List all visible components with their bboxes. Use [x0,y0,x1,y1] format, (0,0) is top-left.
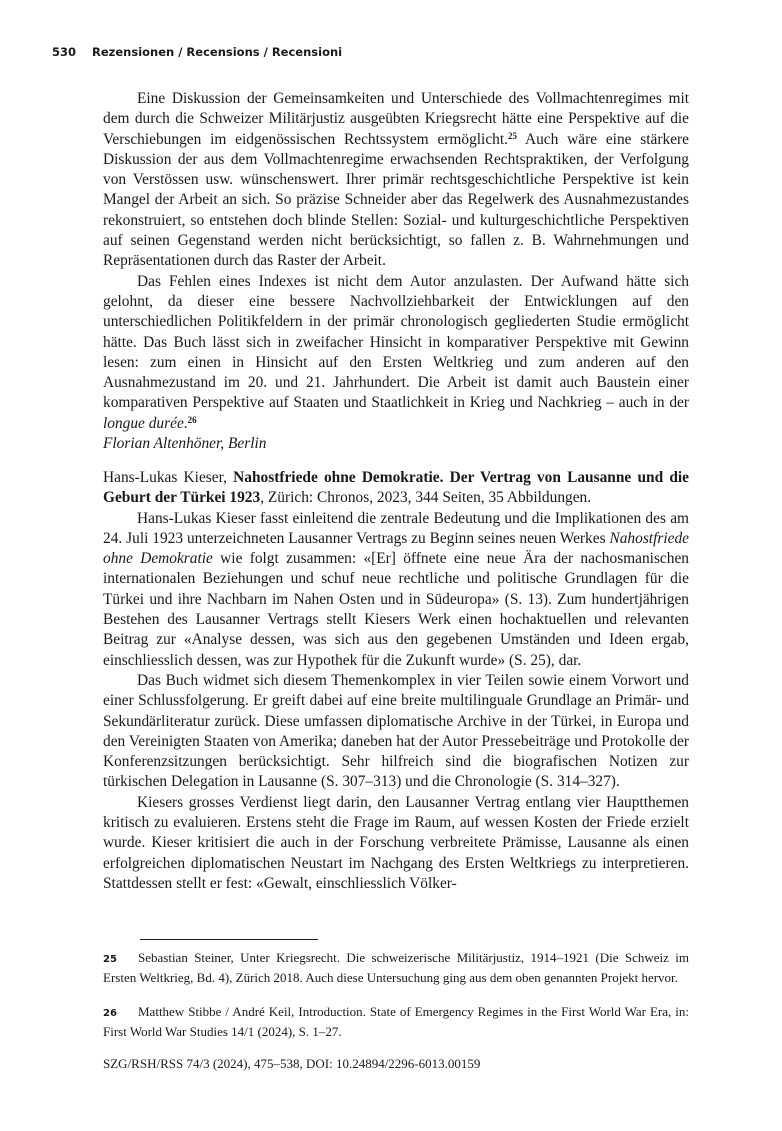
footnote-ref-25: 25 [508,130,517,141]
running-header [52,45,342,59]
review-2-paragraph-2: Das Buch widmet sich diesem Themenkomplex in vier Teilen sowie einem Vorwort und einer Schlussfolgerung. Er greift dabei auf eine breite multilinguale Grundlage an Primär- und Sekundärliteratur zurück. Diese umfassen diplomatische Archive in der Türkei, in Europa und den Vereinigten Staaten von Amerika; daneben hat der Autor Pressebeiträge und Protokolle der Konferenzsitzungen berücksichtigt. Sehr hilfreich sind die biografischen Notizen zur türkischen Delegation in Lausanne (S. 307–313) und die Chronologie (S. 314–327). [103,671,689,791]
review-2-body [103,468,689,894]
review-1-paragraph-2 [103,272,689,434]
text-span: Das Fehlen eines Indexes ist nicht dem Autor anzulasten. Der Aufwand hätte sich gelohnt, da dieser eine bessere Nachvollziehbarkeit der Entwicklungen auf den unterschiedlichen Politikfeldern in der primär chronologisch gegliederten Studie ermöglicht hätte. Das Buch lässt sich in zweifacher Hinsicht in komparativer Perspektive mit Gewinn lesen: zum einen in Hinsicht auf den Ersten Weltkrieg und zum anderen auf den Ausnahmezustand im 20. und 21. Jahrhundert. Die Arbeit ist damit auch Baustein einer komparativen Perspektive auf Staaten und Staatlichkeit in Krieg und Nachkrieg – auch in der [103,272,689,412]
review-1-body [103,89,689,454]
footnote-25 [103,949,689,986]
book-author: Hans-Lukas Kieser, [103,469,234,486]
text-span: . [183,414,188,432]
footnote-text: Matthew Stibbe / André Keil, Introduction. State of Emergency Regimes in the First World War Era, in: First World War Studies 14/1 (2024), S. 1–27. [103,1004,689,1039]
footnote-26 [103,1003,689,1040]
book-title: Nahostfriede ohne Demokratie. Der Vertrag von Lausanne und die Geburt der Türkei 1923 [103,469,689,507]
review-1-paragraph-1 [103,89,689,272]
footnote-text: Sebastian Steiner, Unter Kriegsrecht. Die schweizerische Militärjustiz, 1914–1921 (Die Schweiz im Ersten Weltkrieg, Bd. 4), Zürich 2018. Auch diese Untersuchung ging aus dem oben genannten Projekt hervor. [103,950,689,985]
text-span: Hans-Lukas Kieser fasst einleitend die zentrale Bedeutung und die Implikationen des am 24. Juli 1923 unterzeichneten Lausanner Vertrags zu Beginn seines neuen Werkes [103,509,689,547]
footnote-number: 25 [103,954,117,965]
journal-citation-footer: SZG/RSH/RSS 74/3 (2024), 475–538, DOI: 10.24894/2296-6013.00159 [103,1056,481,1071]
text-span: wie folgt zusammen: «[Er] öffnete eine neue Ära der nachosmanischen internationalen Beziehungen und schuf neue rechtliche und politische Grundlagen für die Türkei und ihre Nachbarn im Nahen Osten und in Südeuropa» (S. 13). Zum hundertjährigen Bestehen des Lausanner Vertrags stellt Kiesers Werk einen hochaktuellen und relevanten Beitrag zur «Analyse dessen, was sich aus den gegebenen Umständen und Ideen ergab, einschliesslich dessen, was zur Hypothek für die Zukunft wurde» (S. 25), dar. [103,550,689,669]
text-span: Eine Diskussion der Gemeinsamkeiten und Unterschiede des Vollmachtenregimes mit dem durch die Schweizer Militärjustiz ausgeübten Kriegsrecht hätte eine Perspektive auf die Verschiebungen im eidgenössischen Rechtssystem ermöglicht. [103,90,689,148]
footnote-ref-26: 26 [187,414,197,425]
footnote-number: 26 [103,1008,117,1019]
running-title: Rezensionen / Recensions / Recensioni [92,45,343,59]
text-span: Auch wäre eine stärkere Diskussion der aus dem Vollmachtenregime erwachsenden Rechtspraktiken, der Verfolgung von Verstössen usw. wünschenswert. Ihrer primär rechtsgeschichtliche Perspektive ist kein Mangel der Arbeit an sich. So präzise Schneider aber das Regelwerk des Ausnahmezustandes rekonstruiert, so entstehen doch blinde Stellen: Sozial- und kulturgeschichtliche Perspektiven auf seinen Gegenstand werden nicht berücksichtigt, so fallen z. B. Wahrnehmungen und Repräsentationen durch das Raster der Arbeit. [103,130,689,270]
footnote-separator [140,939,318,940]
page-number: 530 [52,45,77,59]
italic-term: longue durée [103,414,184,432]
book-details: , Zürich: Chronos, 2023, 344 Seiten, 35 Abbildungen. [260,489,592,507]
review-2-paragraph-3: Kiesers grosses Verdienst liegt darin, den Lausanner Vertrag entlang vier Hauptthemen kritisch zu evaluieren. Erstens steht die Frage im Raum, auf wessen Kosten der Friede erzielt wurde. Kieser kritisiert die auch in der Forschung verbreitete Prämisse, Lausanne als einen erfolgreichen diplomatischen Neustart im Nachgang des Ersten Weltkriegs zu interpretieren. Stattdessen stellt er fest: «Gewalt, einschliesslich Völker- [103,793,689,892]
italic-title: Nahostfriede ohne Demokratie [103,529,689,568]
review-2-paragraph-1 [103,509,689,671]
review-2-bibliography [103,468,689,509]
reviewer-signature: Florian Altenhöner, Berlin [103,435,267,453]
